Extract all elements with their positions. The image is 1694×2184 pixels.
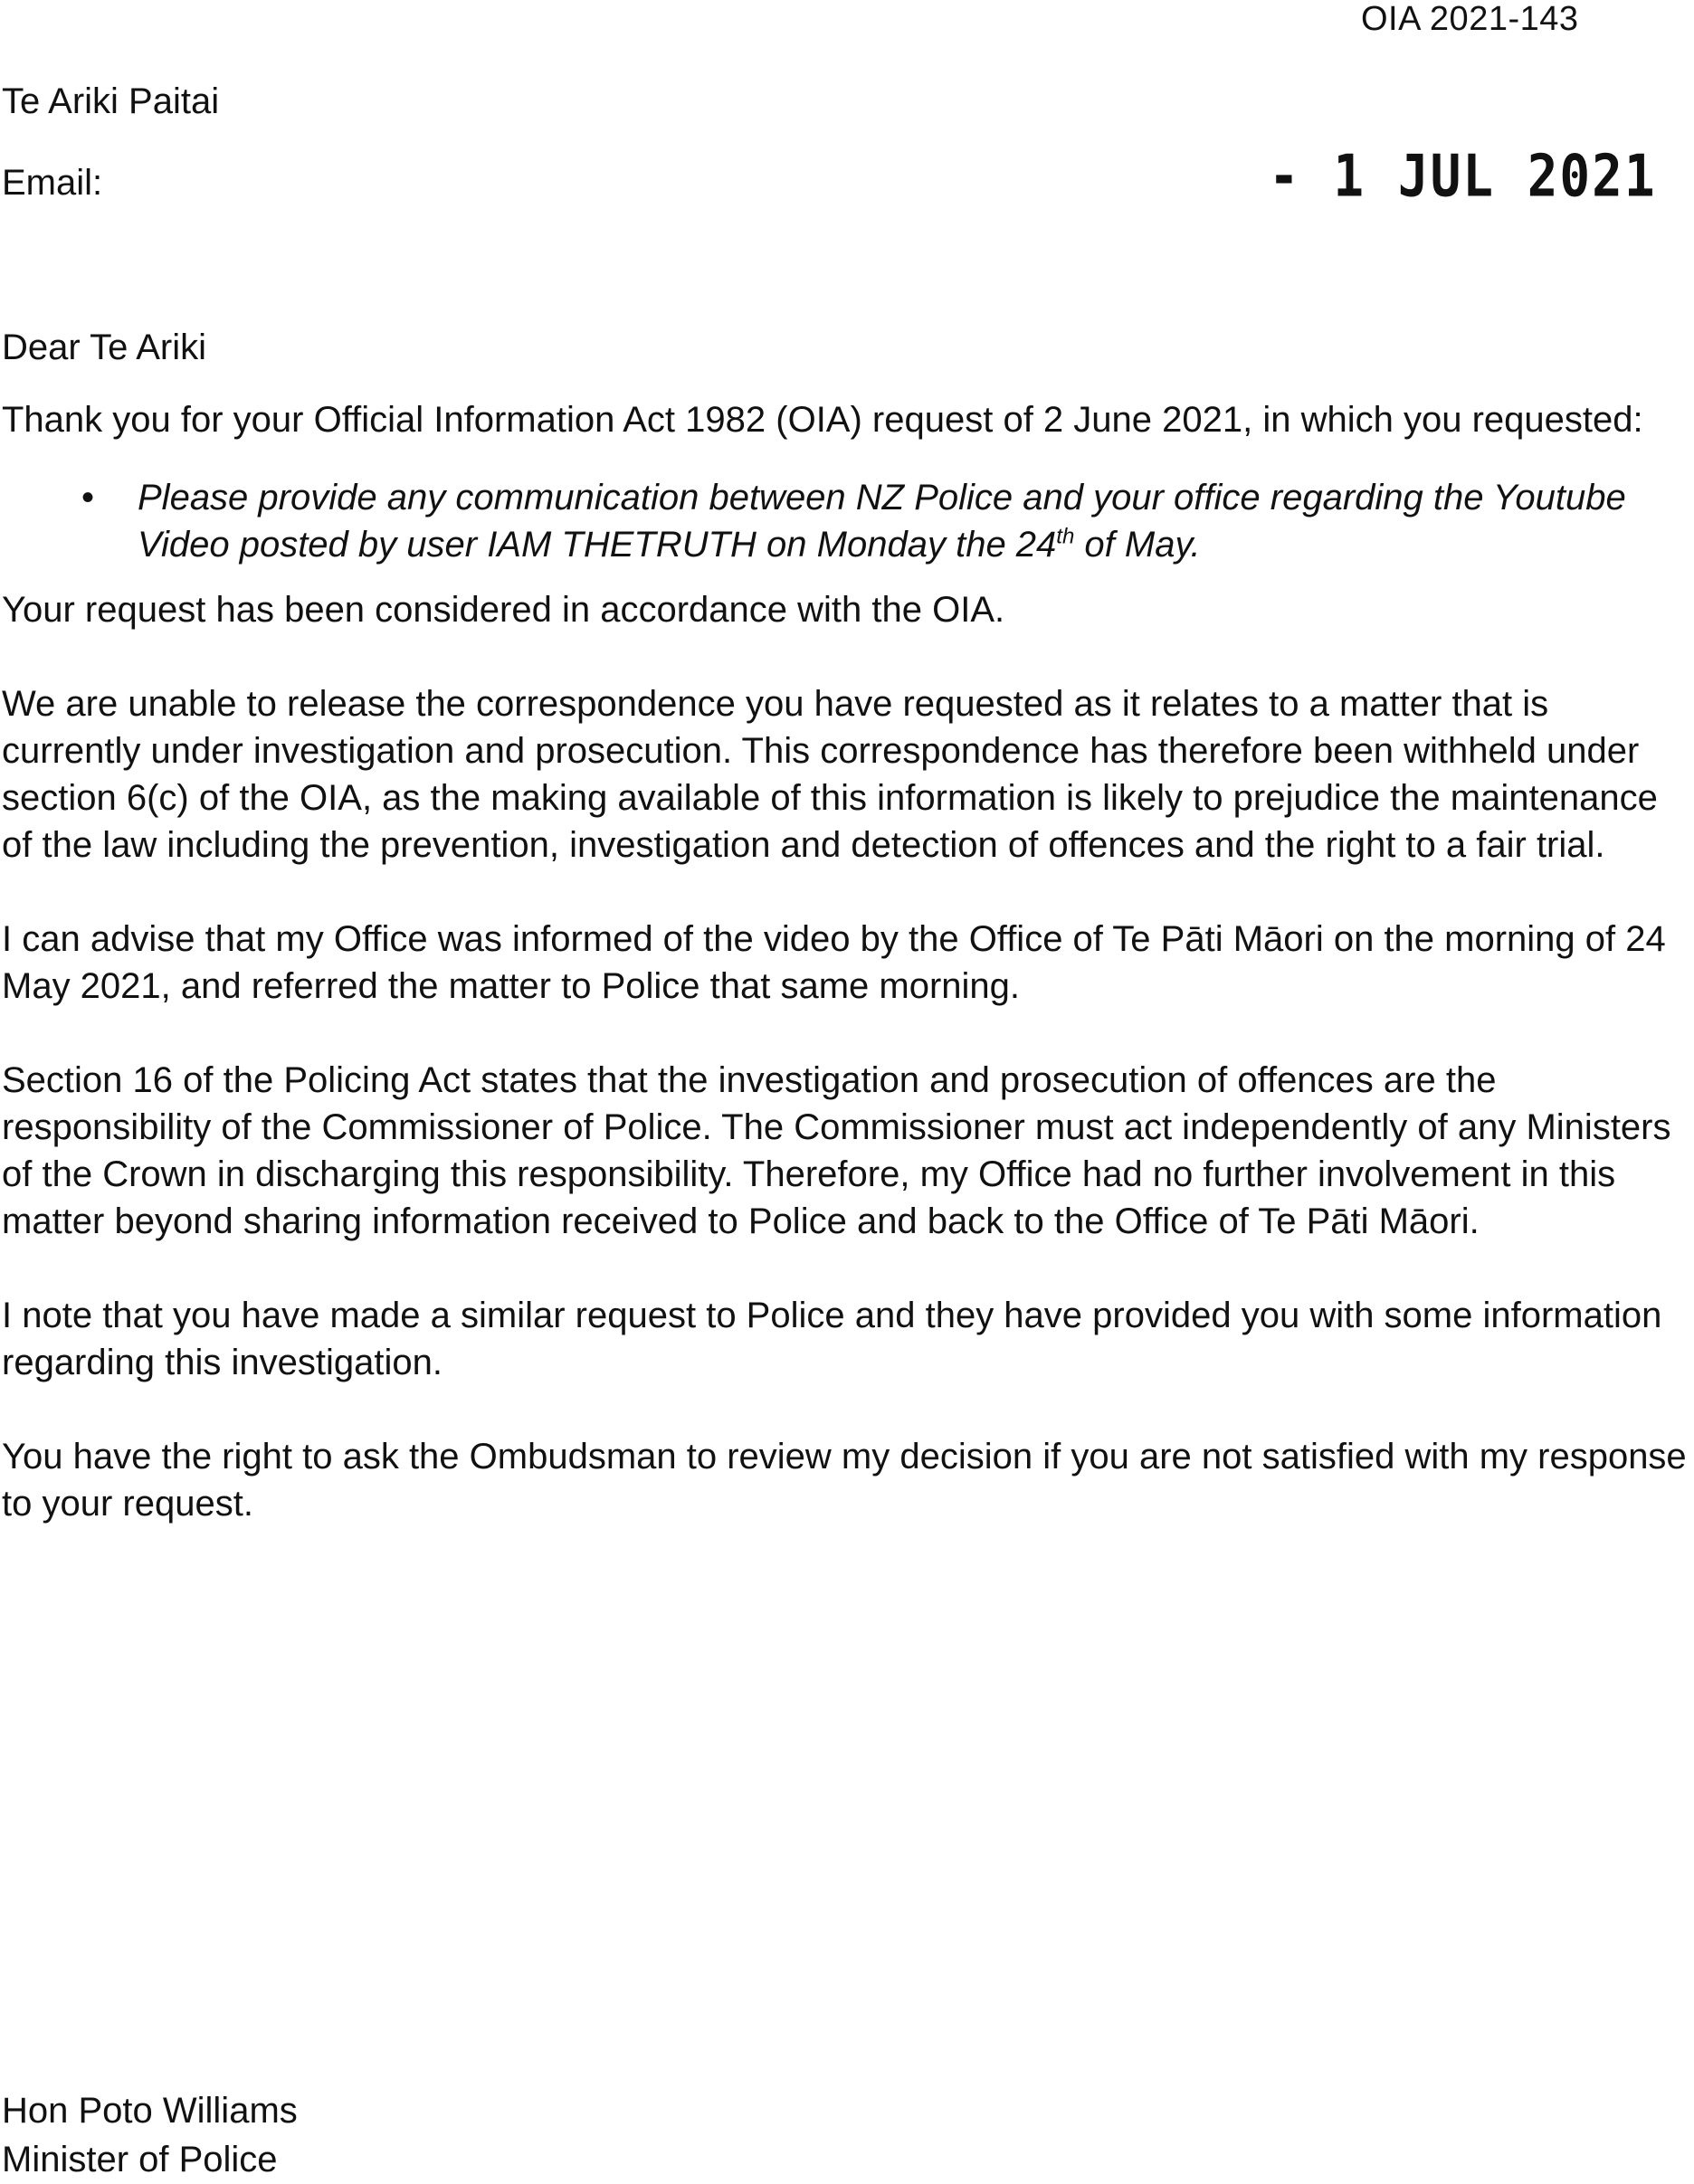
request-list — [2, 474, 1692, 568]
intro-paragraph: Thank you for your Official Information Act 1982 (OIA) request of 2 June 2021, in which you requested: — [2, 400, 1643, 440]
salutation: Dear Te Ariki — [2, 328, 207, 367]
paragraph-withheld: We are unable to release the correspondence you have requested as it relates to a matter that is currently under investigation and prosecution. This correspondence has therefore been withheld under section 6(c) of the OIA, as the making available of this information is likely to prejudice the maintenance of the law including the prevention, investigation and detection of offences and the right to a fair trial. — [2, 684, 1658, 865]
request-text: Please provide any communication between NZ Police and your office regarding the Youtube Video posted by user IAM THETRUTH on Monday the 24 — [138, 478, 1626, 565]
paragraph-similar-request: I note that you have made a similar request to Police and they have provided you with some information regarding this investigation. — [2, 1296, 1662, 1382]
date-stamp: - 1 JUL 2021 — [1269, 143, 1657, 211]
bullet-icon: • — [81, 478, 95, 518]
signatory-title: Minister of Police — [2, 2140, 278, 2179]
paragraph-informed: I can advise that my Office was informed of the video by the Office of Te Pāti Māori on the morning of 24 May 2021, and referred the matter to Police that same morning. — [2, 919, 1666, 1006]
signatory-name: Hon Poto Williams — [2, 2091, 298, 2131]
paragraph-considered: Your request has been considered in accordance with the OIA. — [2, 590, 1005, 630]
paragraph-ombudsman: You have the right to ask the Ombudsman to review my decision if you are not satisfied with my response to your request. — [2, 1437, 1687, 1524]
signature-block — [2, 2086, 298, 2184]
recipient-name: Te Ariki Paitai — [2, 81, 220, 121]
letter-body — [2, 324, 1692, 1574]
request-item — [2, 474, 1692, 568]
request-text-superscript: th — [1056, 524, 1075, 549]
email-label: Email: — [2, 163, 103, 203]
oia-reference: OIA 2021-143 — [1361, 0, 1579, 38]
paragraph-policing-act: Section 16 of the Policing Act states that the investigation and prosecution of offences are the responsibility of the Commissioner of Police. The Commissioner must act independently of any Ministers of the Crown in discharging this responsibility. Therefore, my Office had no further involvement in this matter beyond sharing information received to Police and back to the Office of Te Pāti Māori. — [2, 1060, 1671, 1241]
request-text-end: of May. — [1074, 525, 1201, 565]
